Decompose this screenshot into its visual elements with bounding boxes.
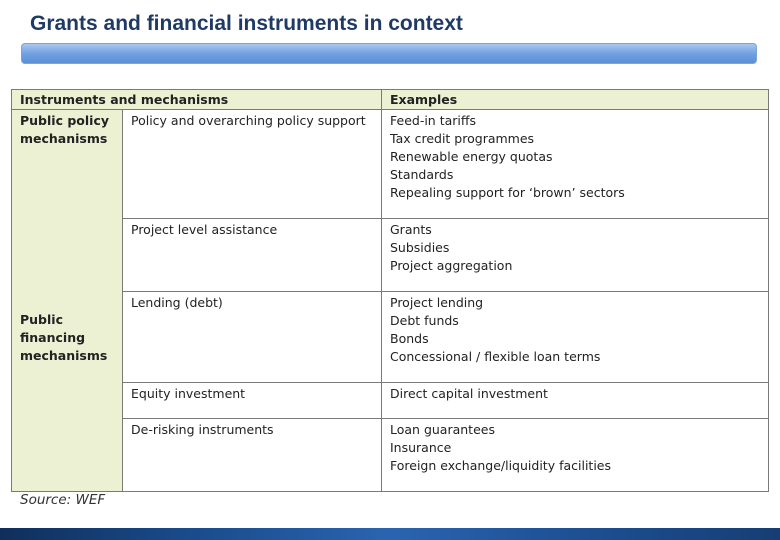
- example-item: Bonds: [390, 331, 429, 346]
- examples-cell: [382, 110, 769, 219]
- instrument-cell: Equity investment: [123, 383, 382, 419]
- example-item: Grants: [390, 222, 432, 237]
- instrument-cell: Project level assistance: [123, 219, 382, 292]
- example-item: Insurance: [390, 440, 452, 455]
- example-item: Repealing support for ‘brown’ sectors: [390, 185, 625, 200]
- table-header-row: [12, 90, 769, 110]
- instrument-cell: Lending (debt): [123, 292, 382, 383]
- category-public-financing: Public financing mechanisms: [20, 312, 108, 363]
- table-row: [12, 292, 769, 383]
- example-item: Standards: [390, 167, 454, 182]
- examples-cell: [382, 383, 769, 419]
- footer-bar: [0, 528, 780, 540]
- example-item: Debt funds: [390, 313, 459, 328]
- examples-cell: [382, 292, 769, 383]
- example-item: Foreign exchange/liquidity facilities: [390, 458, 611, 473]
- category-column: [12, 110, 123, 492]
- slide-title: Grants and financial instruments in context: [30, 12, 463, 35]
- instrument-cell: De-risking instruments: [123, 419, 382, 492]
- example-item: Project aggregation: [390, 258, 513, 273]
- header-instruments: Instruments and mechanisms: [12, 90, 382, 110]
- table-row: [12, 110, 769, 219]
- category-public-policy: Public policy mechanisms: [20, 113, 110, 146]
- example-item: Concessional / flexible loan terms: [390, 349, 601, 364]
- examples-cell: [382, 419, 769, 492]
- examples-cell: [382, 219, 769, 292]
- example-item: Project lending: [390, 295, 484, 310]
- source-note: Source: WEF: [20, 492, 106, 508]
- example-item: Feed-in tariffs: [390, 113, 476, 128]
- instrument-cell: Policy and overarching policy support: [123, 110, 382, 219]
- table-row: [12, 383, 769, 419]
- header-examples: Examples: [382, 90, 769, 110]
- table-row: [12, 419, 769, 492]
- example-item: Subsidies: [390, 240, 450, 255]
- example-item: Renewable energy quotas: [390, 149, 553, 164]
- example-item: Tax credit programmes: [390, 131, 535, 146]
- example-item: Direct capital investment: [390, 386, 548, 401]
- example-item: Loan guarantees: [390, 422, 495, 437]
- instruments-table: [11, 89, 769, 492]
- table-row: [12, 219, 769, 292]
- title-underline-bar: [21, 43, 757, 64]
